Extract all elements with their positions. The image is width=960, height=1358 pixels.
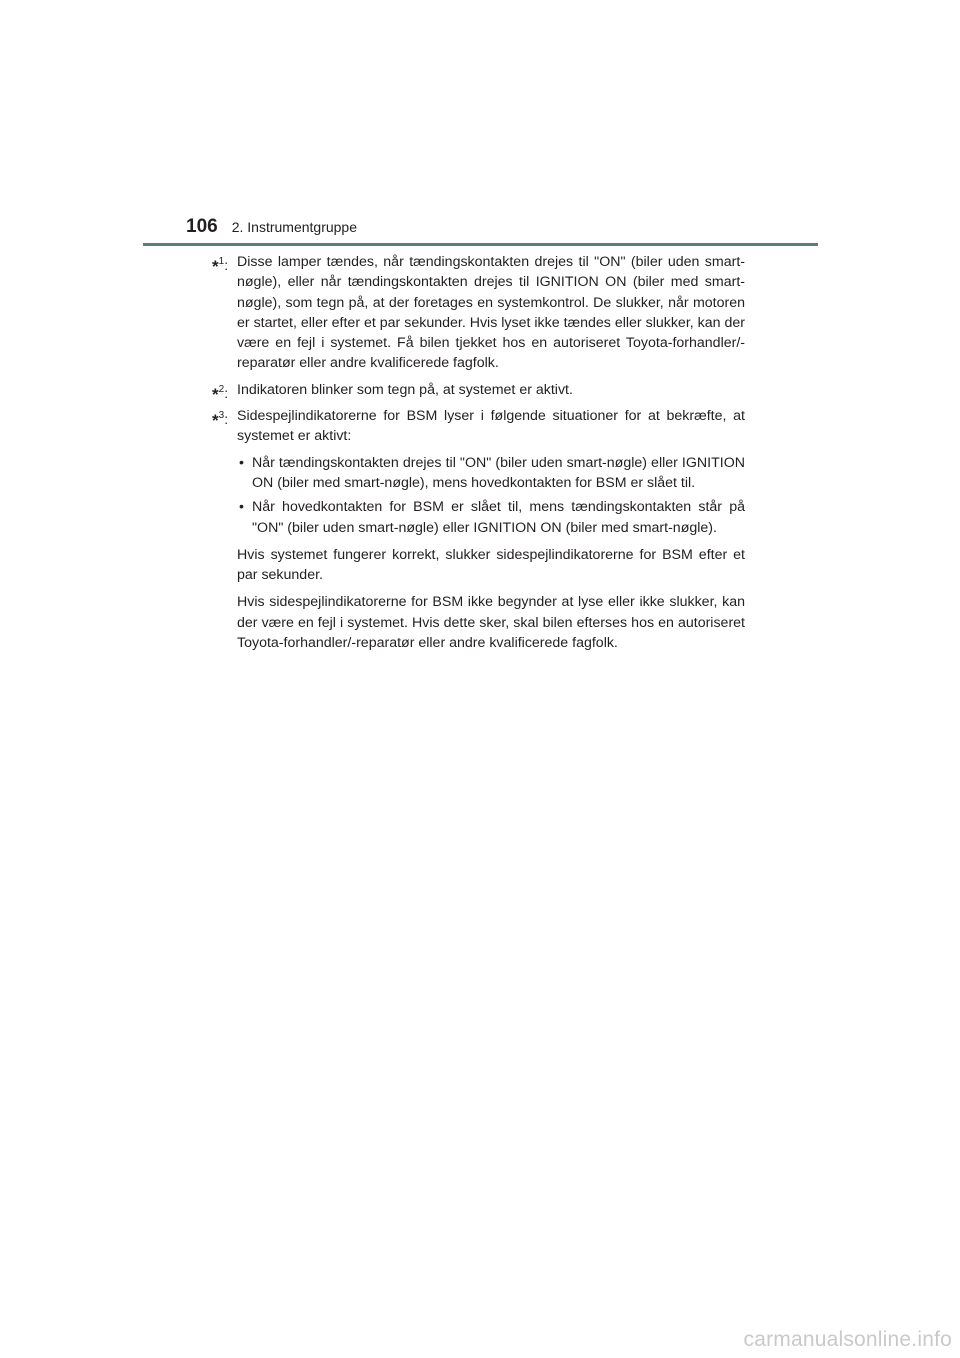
list-item — [237, 497, 745, 538]
paragraph: Hvis systemet fungerer korrekt, slukker sidespejlindikatorerne for BSM efter et par sekunder. — [237, 546, 745, 584]
watermark: carmanualsonline.info — [743, 1328, 952, 1351]
paragraph: Hvis sidespejlindikatorerne for BSM ikke begynder at lyse eller ikke slukker, kan der være en fejl i systemet. Hvis dette sker, skal bilen efterses hos en autoriseret Toyota-forhandler/-reparatør eller andre kvalificerede fagfolk. — [237, 594, 745, 652]
footnote-marker: *$^1$: — [212, 256, 229, 276]
footnote-3 — [212, 406, 745, 653]
page-number: 106 — [186, 216, 218, 237]
list-item — [237, 453, 745, 494]
list-item-text: Når hovedkontakten for BSM er slået til, mens tændingskontakten står på "ON" (biler uden smart-nøgle) eller IGNITION ON (biler med smart-nøgle). — [252, 499, 745, 536]
footnote-text: Indikatoren blinker som tegn på, at systemet er aktivt. — [237, 381, 573, 398]
page-header — [186, 216, 357, 242]
footnote-2 — [212, 380, 745, 404]
bullet-icon: • — [239, 499, 244, 516]
section-title: 2. Instrumentgruppe — [231, 219, 357, 235]
list-item-text: Når tændingskontakten drejes til "ON" (biler uden smart-nøgle) eller IGNITION ON (biler med smart-nøgle), mens hovedkontakten for BSM er slået til. — [252, 454, 745, 491]
footnote-1 — [212, 252, 745, 374]
footnote-text: Disse lamper tændes, når tændingskontakten drejes til "ON" (biler uden smart-nøgle), eller når tændingskontakten drejes til IGNITION ON (biler med smart-nøgle), som tegn på, at der foretages en systemkontrol. De slukker, når motoren er startet, eller efter et par sekunder. Hvis lyset ikke tændes eller slukker, kan der være en fejl i systemet. Få bilen tjekket hos en autoriseret Toyota-forhandler/-reparatør eller andre kvalificerede fagfolk. — [237, 254, 745, 372]
footnote-marker: *$^3$: — [212, 410, 229, 431]
footnote-text: Sidespejlindikatorerne for BSM lyser i følgende situationer for at bekræfte, at systemet er aktivt: — [237, 408, 745, 445]
bullet-list — [237, 453, 745, 538]
footnote-marker: *$^2$: — [212, 383, 229, 404]
header-rule — [143, 243, 818, 246]
footnotes-content — [212, 252, 745, 659]
bullet-icon: • — [239, 454, 244, 471]
